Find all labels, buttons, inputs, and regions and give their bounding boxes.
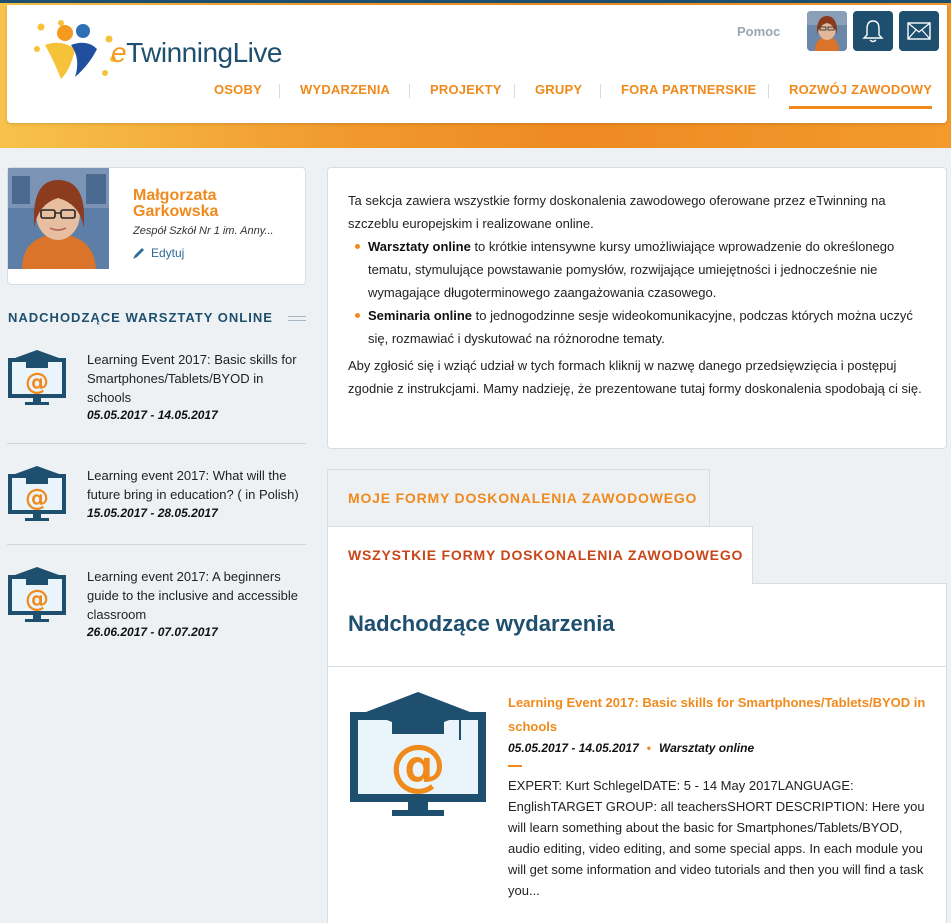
mail-icon bbox=[907, 22, 931, 40]
event-title-link[interactable]: Learning Event 2017: Basic skills for Smartphones/Tablets/BYOD in schools bbox=[508, 695, 926, 734]
nav-fora-partnerskie[interactable]: FORA PARTNERSKIE bbox=[621, 82, 757, 97]
profile-school: Zespół Szkół Nr 1 im. Anny... bbox=[133, 225, 274, 237]
nav-wydarzenia[interactable]: WYDARZENIA bbox=[300, 82, 391, 97]
sidebar-event[interactable] bbox=[7, 466, 306, 526]
event-type: Warsztaty online bbox=[658, 741, 755, 755]
svg-text:@: @ bbox=[25, 484, 49, 512]
event-meta bbox=[508, 741, 754, 755]
bullet-term: Seminaria online bbox=[368, 308, 473, 323]
user-avatar[interactable] bbox=[807, 11, 847, 51]
nav-separator bbox=[409, 84, 410, 98]
divider bbox=[328, 666, 946, 667]
info-bullet bbox=[348, 235, 926, 304]
info-box bbox=[327, 167, 947, 449]
sidebar-heading: NADCHODZĄCE WARSZTATY ONLINE bbox=[8, 310, 273, 325]
svg-text:@: @ bbox=[390, 733, 446, 798]
site-header bbox=[7, 5, 947, 123]
nav-rozwoj-zawodowy[interactable]: ROZWÓJ ZAWODOWY bbox=[789, 81, 932, 109]
event-title[interactable]: Learning event 2017: A beginners guide to the inclusive and accessible classroom bbox=[87, 569, 299, 622]
bullet-text: to krótkie intensywne kursy umożliwiające wprowadzenie do określonego tematu, stymulujące powstawanie pomysłów, rozwijające umiejętności i jednocześnie nie wymagające długoterminowego zaangażowania czasowego. bbox=[368, 239, 895, 300]
meta-separator: • bbox=[646, 741, 651, 755]
brand-name: eTwinningLive bbox=[111, 37, 282, 68]
events-panel bbox=[327, 583, 947, 923]
heading-decoration bbox=[288, 316, 306, 321]
sidebar-event[interactable] bbox=[7, 567, 306, 647]
info-intro: Ta sekcja zawiera wszystkie formy doskonalenia zawodowego oferowane przez eTwinning na szczeblu europejskim i realizowane online. bbox=[348, 193, 886, 231]
sidebar-event[interactable] bbox=[7, 350, 306, 430]
event-dates: 26.06.2017 - 07.07.2017 bbox=[87, 625, 218, 639]
etwinning-logo[interactable] bbox=[31, 19, 321, 83]
info-list bbox=[348, 235, 926, 350]
nav-osoby[interactable]: OSOBY bbox=[214, 82, 262, 97]
nav-separator bbox=[768, 84, 769, 98]
notifications-button[interactable] bbox=[853, 11, 893, 51]
graduation-monitor-icon bbox=[7, 567, 67, 623]
edit-profile-link[interactable] bbox=[132, 246, 184, 260]
nav-projekty[interactable]: PROJEKTY bbox=[430, 82, 502, 97]
profile-name[interactable]: Małgorzata Garkowska bbox=[133, 187, 219, 220]
graduation-monitor-icon bbox=[7, 350, 67, 406]
graduation-monitor-icon[interactable] bbox=[348, 692, 488, 820]
info-bullet bbox=[348, 304, 926, 350]
profile-photo[interactable] bbox=[8, 168, 109, 269]
main-nav bbox=[7, 81, 947, 111]
nav-grupy[interactable]: GRUPY bbox=[535, 82, 583, 97]
divider bbox=[7, 443, 306, 444]
messages-button[interactable] bbox=[899, 11, 939, 51]
svg-text:@: @ bbox=[25, 368, 49, 396]
tab-all-development[interactable]: WSZYSTKIE FORMY DOSKONALENIA ZAWODOWEGO bbox=[327, 526, 753, 584]
accent-rule bbox=[508, 765, 522, 767]
nav-separator bbox=[600, 84, 601, 98]
event-dates: 15.05.2017 - 28.05.2017 bbox=[87, 506, 218, 520]
bullet-term: Warsztaty online bbox=[368, 239, 471, 254]
bullet-text: to jednogodzinne sesje wideokomunikacyjne, podczas których można uczyć się, rozmawiać i dyskutować na różnorodne tematy. bbox=[368, 308, 913, 346]
nav-separator bbox=[514, 84, 515, 98]
svg-text:@: @ bbox=[25, 585, 49, 613]
event-description: EXPERT: Kurt SchlegelDATE: 5 - 14 May 2017LANGUAGE: EnglishTARGET GROUP: all teachersSHORT DESCRIPTION: Here you will learn something about the basic for Smartphones/Tablets/BYOD, audio editing, video editing, and some special apps. In each module you will get some information and video tutorials and then you will find a task you... bbox=[508, 778, 925, 898]
event-dates: 05.05.2017 - 14.05.2017 bbox=[87, 408, 218, 422]
help-link[interactable]: Pomoc bbox=[737, 24, 781, 39]
event-dates: 05.05.2017 - 14.05.2017 bbox=[508, 741, 639, 755]
event-title[interactable]: Learning event 2017: What will the future bring in education? ( in Polish) bbox=[87, 468, 299, 502]
tab-my-development[interactable]: MOJE FORMY DOSKONALENIA ZAWODOWEGO bbox=[327, 469, 710, 527]
divider bbox=[7, 544, 306, 545]
panel-title: Nadchodzące wydarzenia bbox=[348, 611, 615, 636]
profile-card bbox=[7, 167, 306, 285]
pencil-icon bbox=[132, 246, 146, 260]
edit-label: Edytuj bbox=[151, 246, 185, 260]
bell-icon bbox=[862, 19, 884, 43]
graduation-monitor-icon bbox=[7, 466, 67, 522]
event-title[interactable]: Learning Event 2017: Basic skills for Smartphones/Tablets/BYOD in schools bbox=[87, 352, 297, 405]
nav-separator bbox=[279, 84, 280, 98]
info-outro: Aby zgłosić się i wziąć udział w tych formach kliknij w nazwę danego przedsięwzięcia i postępuj zgodnie z instrukcjami. Mamy nadzieję, że prezentowane tutaj formy doskonalenia spodobają ci się. bbox=[348, 358, 922, 396]
